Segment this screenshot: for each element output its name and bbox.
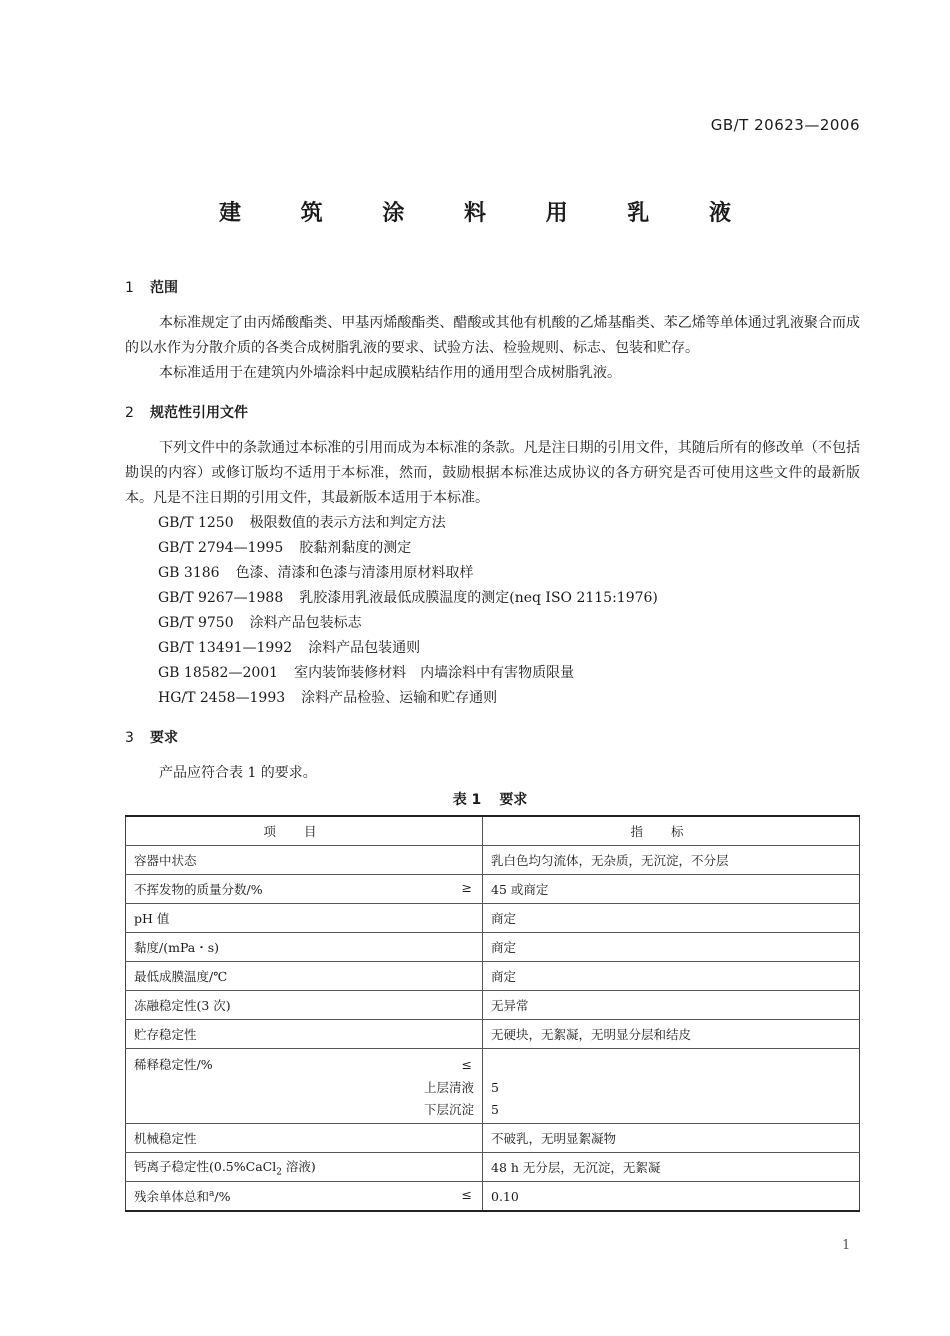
reference-title: 色漆、清漆和色漆与清漆用原材料取样 xyxy=(235,565,474,581)
row-item: 黏度/(mPa・s) xyxy=(126,933,483,962)
table-row xyxy=(126,1153,860,1182)
document-title: 建 筑 涂 料 用 乳 液 xyxy=(219,201,757,226)
row-item xyxy=(126,1182,483,1212)
sub-item-label: 下层沉淀 xyxy=(423,1102,474,1117)
reference-list xyxy=(158,511,658,711)
table-row xyxy=(126,1182,860,1212)
table-row xyxy=(126,875,860,904)
table-caption-number: 表 1 xyxy=(452,792,482,808)
section-title: 要求 xyxy=(150,730,178,746)
reference-code: GB 3186 xyxy=(158,565,220,581)
table-row xyxy=(126,846,860,875)
row-item: 冻融稳定性(3 次) xyxy=(126,991,483,1020)
row-value: 48 h 无分层，无沉淀，无絮凝 xyxy=(483,1153,860,1182)
row-value: 商定 xyxy=(483,962,860,991)
section-number: 1 xyxy=(125,280,134,296)
table-caption-title: 要求 xyxy=(499,792,528,808)
reference-title: 涂料产品包装标志 xyxy=(249,615,362,631)
section-heading-scope xyxy=(125,277,178,297)
requirements-table xyxy=(125,815,860,1212)
row-item-label: 残余单体总和 xyxy=(134,1189,210,1204)
reference-code: GB 18582—2001 xyxy=(158,665,279,681)
reference-title: 极限数值的表示方法和判定方法 xyxy=(249,515,446,531)
comparison-symbol: ≤ xyxy=(461,1187,472,1202)
table-row xyxy=(126,1049,860,1124)
comparison-symbol: ≤ xyxy=(461,1057,472,1072)
page-number: 1 xyxy=(842,1238,851,1253)
reference-item xyxy=(158,561,658,586)
row-value: 不破乳，无明显絮凝物 xyxy=(483,1124,860,1153)
reference-title: 室内装饰装修材料 内墙涂料中有害物质限量 xyxy=(294,665,575,681)
row-value xyxy=(483,1049,860,1124)
section-heading-normative xyxy=(125,402,248,422)
row-value: 0.10 xyxy=(483,1182,860,1212)
row-item: 最低成膜温度/℃ xyxy=(126,962,483,991)
sub-item-value: 5 xyxy=(491,1080,499,1095)
reference-code: GB/T 1250 xyxy=(158,515,234,531)
footnote-marker: a xyxy=(209,1188,215,1199)
row-item xyxy=(126,1153,483,1182)
reference-title: 乳胶漆用乳液最低成膜温度的测定(neq ISO 2115:1976) xyxy=(299,590,658,606)
reference-title: 涂料产品检验、运输和贮存通则 xyxy=(301,690,498,706)
row-item-label: 钙离子稳定性(0.5%CaCl xyxy=(134,1158,277,1174)
sub-item-value: 5 xyxy=(491,1102,499,1117)
row-item-unit: /% xyxy=(214,1189,231,1204)
normative-intro-paragraph: 下列文件中的条款通过本标准的引用而成为本标准的条款。凡是注日期的引用文件，其随后所有的修改单（不包括勘误的内容）或修订版均不适用于本标准，然而，鼓励根据本标准达成协议的各方研究是否可使用这些文件的最新版本。凡是不注日期的引用文件，其最新版本适用于本标准。 xyxy=(125,440,860,506)
reference-code: GB/T 9267—1988 xyxy=(158,590,284,606)
standard-code: GB/T 20623—2006 xyxy=(710,116,860,134)
reference-item xyxy=(158,636,658,661)
row-value: 商定 xyxy=(483,904,860,933)
reference-code: GB/T 2794—1995 xyxy=(158,540,284,556)
row-item-label: 不挥发物的质量分数/% xyxy=(134,882,263,897)
column-header-index: 指标 xyxy=(483,816,860,846)
reference-item xyxy=(158,536,658,561)
table-row xyxy=(126,962,860,991)
reference-item xyxy=(158,686,658,711)
section-title: 规范性引用文件 xyxy=(150,405,248,421)
section-heading-requirements xyxy=(125,727,178,747)
row-item-label-suffix: 溶液) xyxy=(281,1158,316,1174)
row-item: 机械稳定性 xyxy=(126,1124,483,1153)
reference-item xyxy=(158,611,658,636)
row-value: 无异常 xyxy=(483,991,860,1020)
section-number: 2 xyxy=(125,405,134,421)
section-number: 3 xyxy=(125,730,134,746)
row-value: 乳白色均匀流体，无杂质，无沉淀，不分层 xyxy=(483,846,860,875)
section-title: 范围 xyxy=(150,280,178,296)
table-header-row xyxy=(126,816,860,846)
row-item: 容器中状态 xyxy=(126,846,483,875)
comparison-symbol: ≥ xyxy=(461,880,472,895)
requirements-intro: 产品应符合表 1 的要求。 xyxy=(159,765,317,781)
table-row xyxy=(126,933,860,962)
scope-paragraph-2: 本标准适用于在建筑内外墙涂料中起成膜粘结作用的通用型合成树脂乳液。 xyxy=(159,365,621,381)
table-row xyxy=(126,904,860,933)
row-item-label: 稀释稳定性/% xyxy=(134,1057,213,1072)
reference-code: GB/T 9750 xyxy=(158,615,234,631)
reference-item xyxy=(158,586,658,611)
table-row xyxy=(126,1020,860,1049)
column-header-item: 项目 xyxy=(126,816,483,846)
reference-item xyxy=(158,661,658,686)
row-item: 贮存稳定性 xyxy=(126,1020,483,1049)
scope-paragraph-1: 本标准规定了由丙烯酸酯类、甲基丙烯酸酯类、醋酸或其他有机酸的乙烯基酯类、苯乙烯等单体通过乳液聚合而成的以水作为分散介质的各类合成树脂乳液的要求、试验方法、检验规则、标志、包装和贮存。 xyxy=(125,315,860,356)
table-row xyxy=(126,1124,860,1153)
row-item xyxy=(126,1049,483,1124)
subscript: 2 xyxy=(276,1167,282,1178)
table-row xyxy=(126,991,860,1020)
reference-item xyxy=(158,511,658,536)
reference-code: HG/T 2458—1993 xyxy=(158,690,286,706)
row-value: 45 或商定 xyxy=(483,875,860,904)
reference-code: GB/T 13491—1992 xyxy=(158,640,293,656)
reference-title: 胶黏剂黏度的测定 xyxy=(299,540,412,556)
table-caption xyxy=(0,789,950,809)
row-value: 商定 xyxy=(483,933,860,962)
sub-item-label: 上层清液 xyxy=(423,1080,474,1095)
reference-title: 涂料产品包装通则 xyxy=(308,640,421,656)
row-item: pH 值 xyxy=(126,904,483,933)
row-item xyxy=(126,875,483,904)
row-value: 无硬块，无絮凝，无明显分层和结皮 xyxy=(483,1020,860,1049)
